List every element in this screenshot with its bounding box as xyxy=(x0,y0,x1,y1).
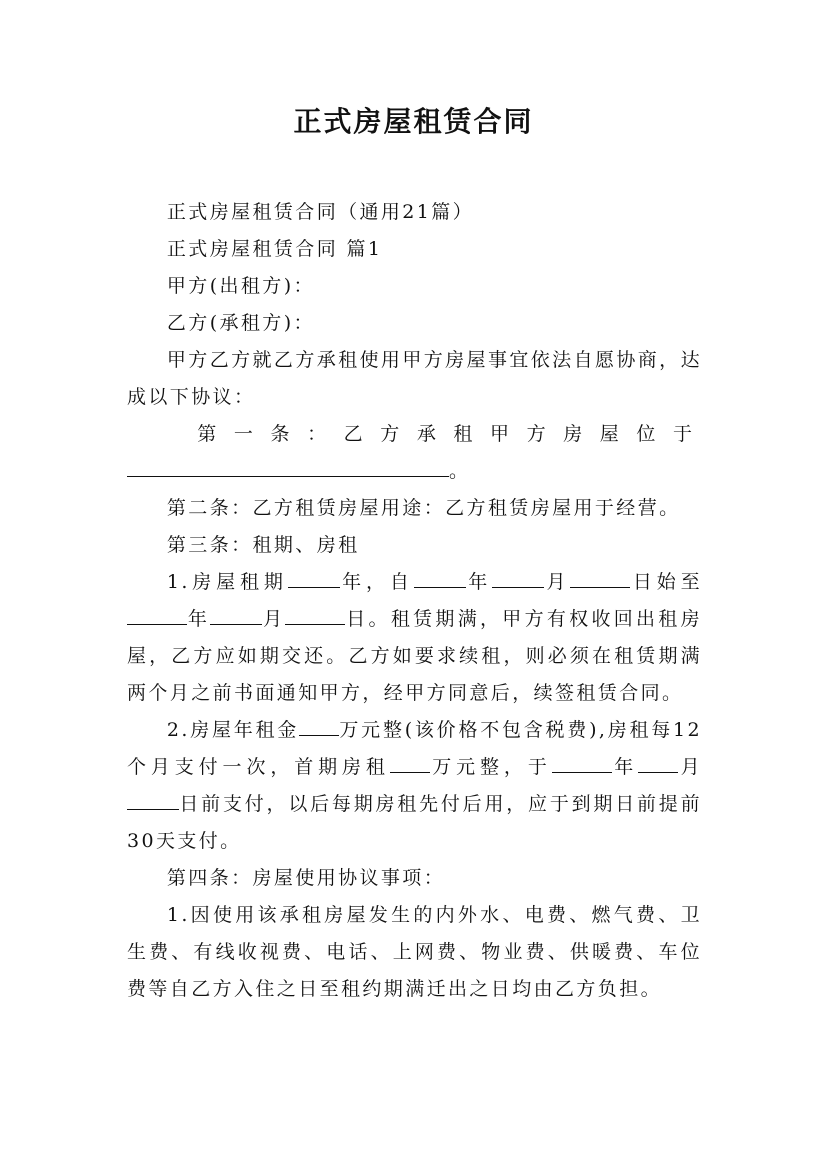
term-2-text-a: 2.房屋年租金 xyxy=(166,719,300,741)
article-3-term-2 xyxy=(127,712,702,860)
term-1-text-b: 年，自 xyxy=(339,571,414,593)
blank xyxy=(638,751,678,773)
blank xyxy=(492,566,544,588)
term-2-text-e: 月 xyxy=(678,756,702,778)
article-1-continuation xyxy=(127,453,702,490)
blank xyxy=(210,603,262,625)
term-2-text-d: 年 xyxy=(611,756,639,778)
term-2-text-b: 万元整(该价格不包含税费),房租每12个月支付一次，首期房租 xyxy=(127,719,702,778)
term-1-text-g: 月 xyxy=(262,608,286,630)
blank xyxy=(390,751,430,773)
location-blank xyxy=(127,455,449,477)
article-3-term-1 xyxy=(127,564,702,712)
term-1-text-f: 年 xyxy=(187,608,211,630)
term-1-text-c: 年 xyxy=(465,571,493,593)
term-1-text-h: 日。租赁期满，甲方有权收回出租房屋，乙方应如期交还。乙方如要求续租，则必须在租赁期满两个月之前书面通知甲方，经甲方同意后，续签租赁合同。 xyxy=(127,608,703,704)
paragraph-collection-title: 正式房屋租赁合同（通用21篇） xyxy=(166,201,475,223)
blank xyxy=(288,566,340,588)
article-3: 第三条：租期、房租 xyxy=(166,534,360,556)
blank xyxy=(570,566,630,588)
term-2-text-c: 万元整，于 xyxy=(429,756,552,778)
article-1-end: 。 xyxy=(449,460,471,482)
term-2-text-f: 日前支付，以后每期房租先付后用，应于到期日前提前30天支付。 xyxy=(127,793,702,852)
blank xyxy=(285,603,345,625)
term-1-text-e: 日始至 xyxy=(630,571,703,593)
paragraph-party-b: 乙方(承租方)： xyxy=(166,312,315,334)
blank xyxy=(552,751,612,773)
blank xyxy=(127,603,187,625)
paragraph-agreement-intro: 甲方乙方就乙方承租使用甲方房屋事宜依法自愿协商，达成以下协议： xyxy=(127,349,702,408)
article-1-text: 第一条：乙方承租甲方房屋位于 xyxy=(197,423,702,445)
article-4-item-1: 1.因使用该承租房屋发生的内外水、电费、燃气费、卫生费、有线收视费、电话、上网费、物业费、供暖费、车位费等自乙方入住之日至租约期满迁出之日均由乙方负担。 xyxy=(127,904,702,1000)
document-title: 正式房屋租赁合同 xyxy=(293,105,534,138)
paragraph-party-a: 甲方(出租方)： xyxy=(166,275,315,297)
blank xyxy=(127,788,179,810)
blank xyxy=(414,566,466,588)
article-4: 第四条：房屋使用协议事项： xyxy=(166,867,446,889)
article-1-line xyxy=(127,416,702,453)
blank xyxy=(299,714,339,736)
article-2: 第二条：乙方租赁房屋用途：乙方租赁房屋用于经营。 xyxy=(166,497,681,519)
term-1-text-a: 1.房屋租期 xyxy=(166,571,288,593)
paragraph-contract-number: 正式房屋租赁合同 篇1 xyxy=(166,238,383,260)
document-body xyxy=(127,190,702,1008)
term-1-text-d: 月 xyxy=(544,571,571,593)
